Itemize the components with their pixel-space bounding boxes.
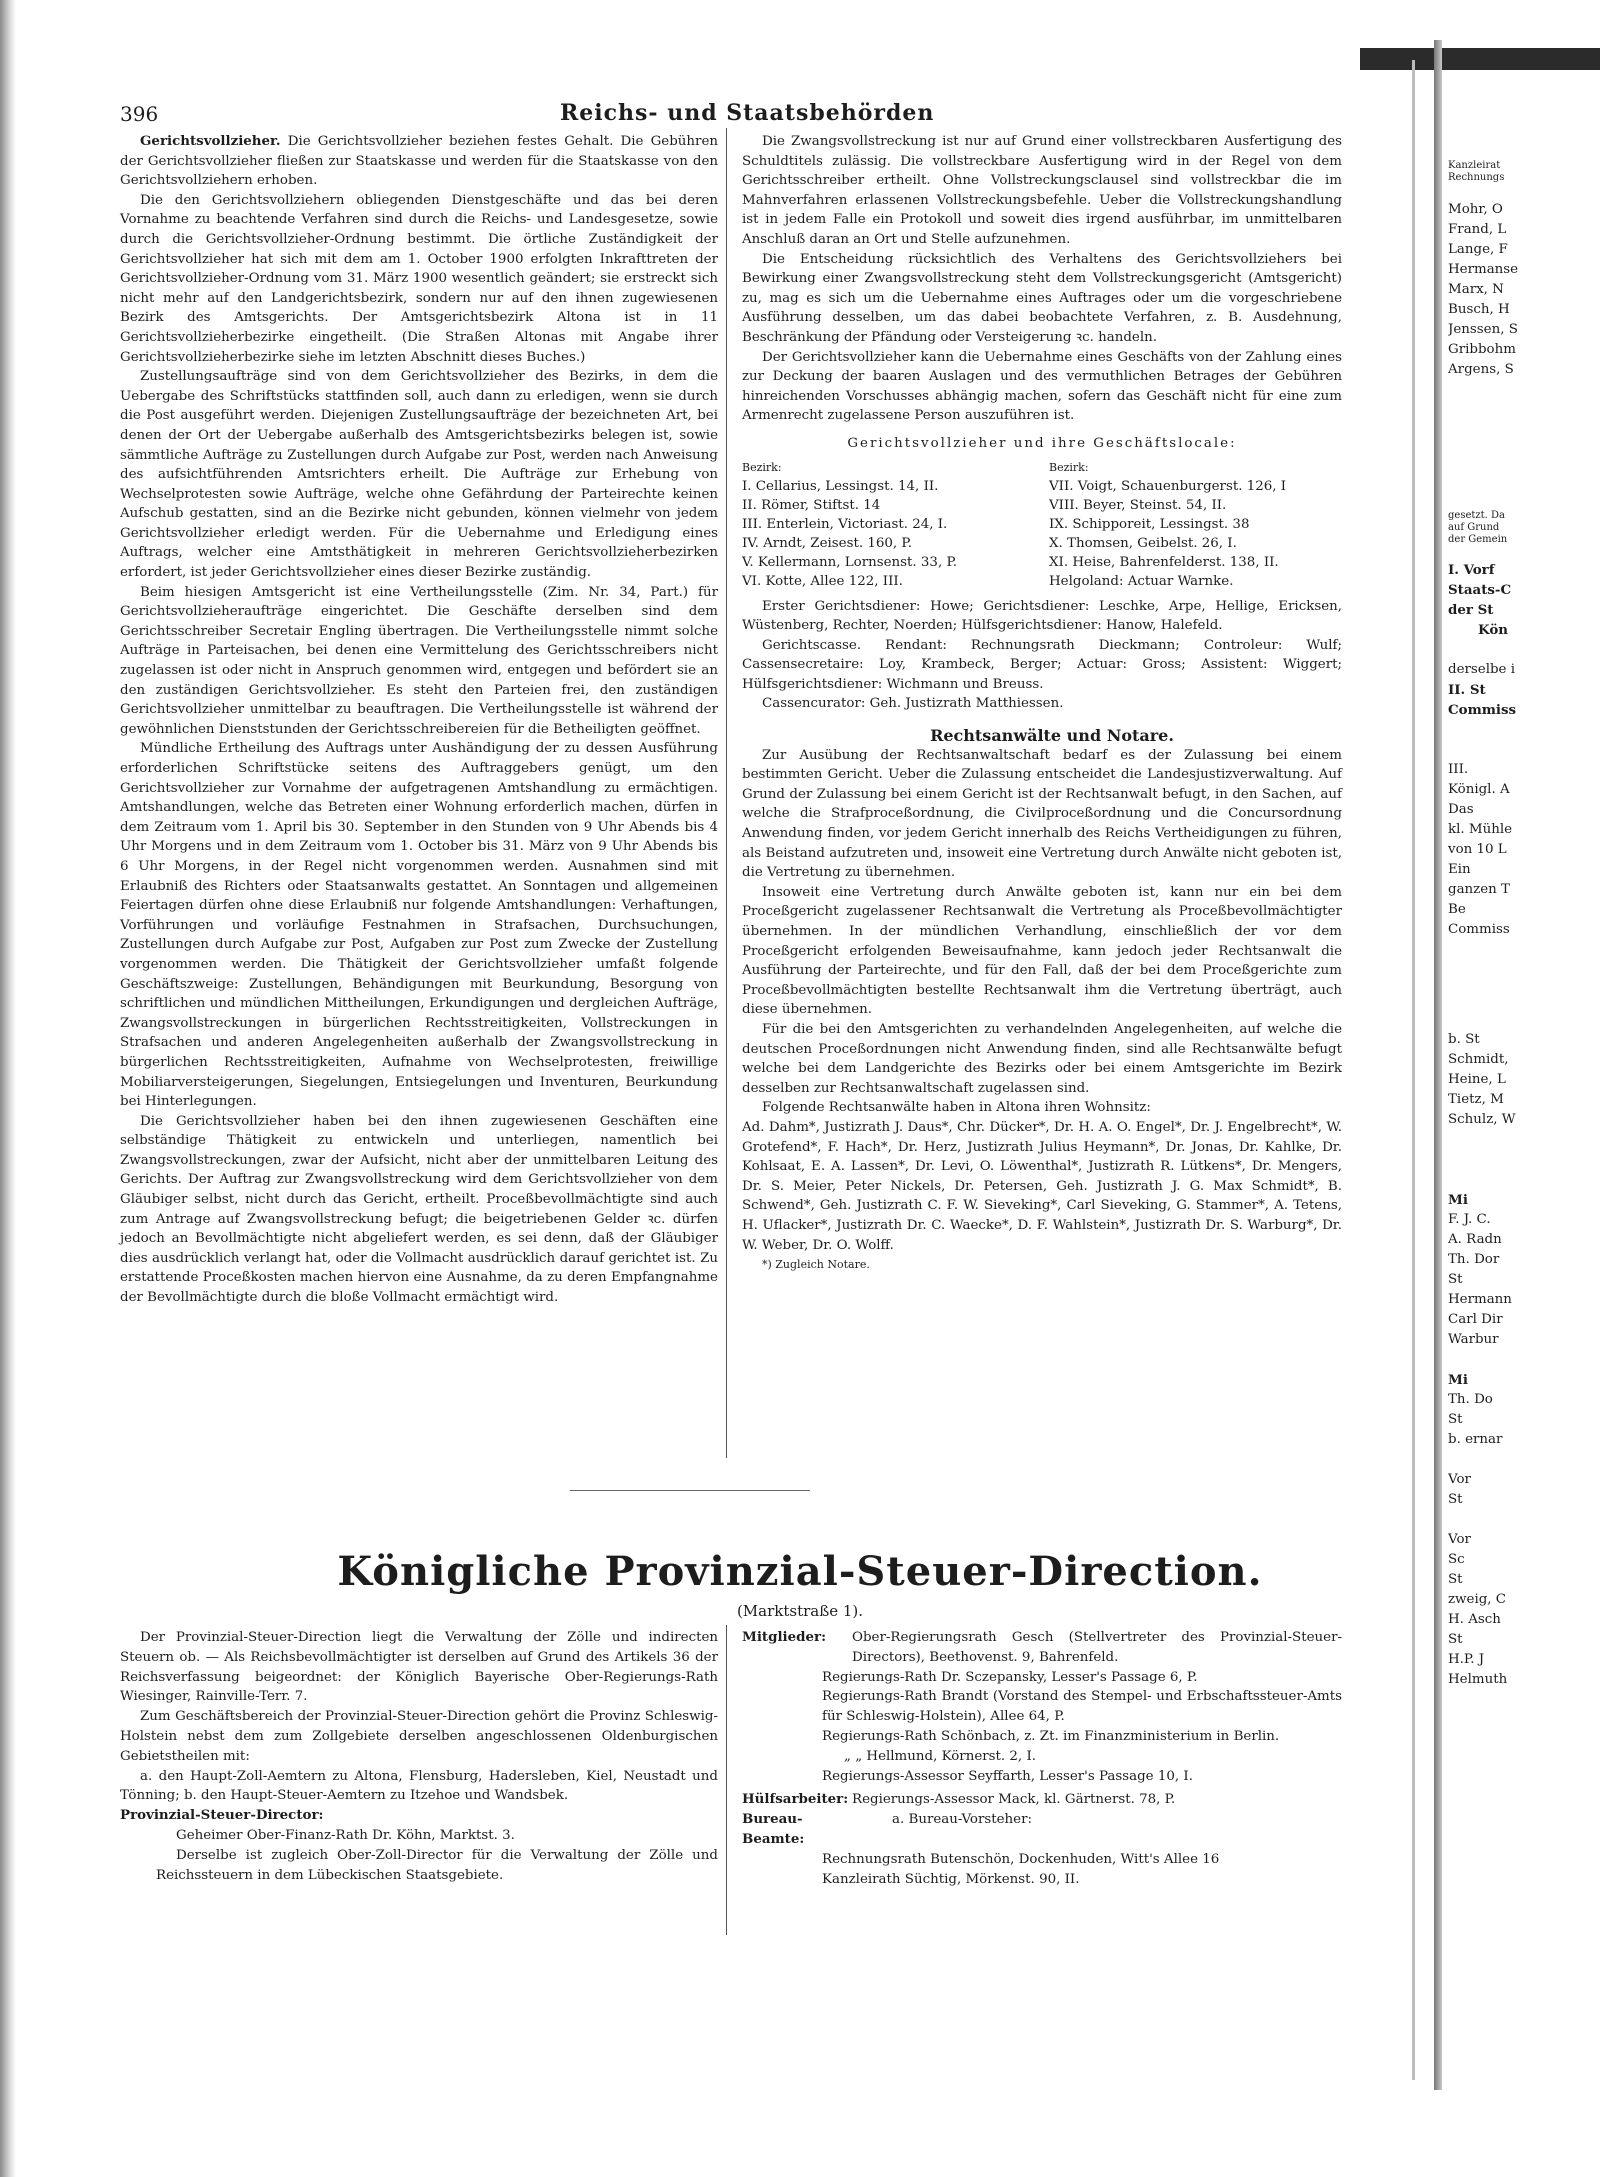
members-block [742,1628,1342,1668]
strip-line: Mohr, O [1448,202,1503,217]
strip-line: A. Radn [1448,1232,1502,1247]
strip-line: Vor [1448,1472,1471,1487]
strip-line [1448,720,1600,740]
column-divider [726,128,727,1458]
strip-line: St [1448,1272,1463,1287]
strip-line: der Gemein [1448,534,1508,545]
binding-shadow [0,0,16,2177]
strip-line: b. St [1448,1032,1480,1047]
strip-line: Frand, L [1448,222,1507,237]
member-entry: Regierungs-Assessor Seyffarth, Lesser's Passage 10, I. [822,1768,1193,1784]
director-note: Derselbe ist zugleich Ober-Zoll-Director für die Verwaltung der Zölle und Reichssteuern in dem Lübeckischen Staatsgebiete. [156,1847,718,1883]
paragraph: a. den Haupt-Zoll-Aemtern zu Altona, Flensburg, Hadersleben, Kiel, Neustadt und Tönning; b. den Haupt-Steuer-Aemtern zu Itzehoe und Wandsbek. [120,1768,718,1804]
footnote: *) Zugleich Notare. [762,1258,870,1272]
paragraph: Zur Ausübung der Rechtsanwaltschaft bedarf es der Zulassung bei einem bestimmten Gericht. Ueber die Zulassung entscheidet die Landesjustizverwaltung. Auf Grund der Zulassung bei einem Gericht ist der Rechtsanwalt befugt, in den Sachen, auf welche die Strafproceßordnung, die Civilproceßordnung und die Concursordnung Anwendung finden, vor jedem Gericht innerhalb des Reichs Vertheidigungen zu führen, als Beistand aufzutreten und, insoweit eine Vertretung durch Anwälte nicht geboten ist, die Vertretung zu übernehmen. [742,747,1342,881]
paragraph: Folgende Rechtsanwälte haben in Altona ihren Wohnsitz: [762,1100,1151,1116]
strip-line: Gribbohm [1448,342,1516,357]
strip-line: Carl Dir [1448,1312,1503,1327]
paragraph: Der Gerichtsvollzieher kann die Uebernahme eines Geschäfts von der Zahlung eines zur Deckung der baaren Auslagen und des vermuthlichen Betrages der Gebühren hinreichenden Vorschusses abhängig machen, sofern das Geschäft nicht für eine zum Armenrecht zugelassene Person auszuführen ist. [742,349,1342,424]
strip-line: Das [1448,802,1474,817]
bailiff-entry: X. Thomsen, Geibelst. 26, I. [1049,535,1237,551]
strip-line: auf Grund [1448,522,1500,533]
strip-line: H.P. J [1448,1652,1485,1667]
strip-line: gesetzt. Da [1448,510,1506,521]
bailiff-entry: VII. Voigt, Schauenburgerst. 126, I [1049,478,1287,494]
strip-line: der St [1448,602,1494,618]
paragraph: Mündliche Ertheilung des Auftrags unter Aushändigung der zu dessen Ausführung erforderlichen Schriftstücke seitens des Auftraggebers genügt, um den Gerichtsvollzieher zur Vornahme der aufgetragenen Amtshandlung zu ermächtigen. Amtshandlungen, welche das Betreten einer Wohnung erforderlich machen, dürfen in dem Zeitraum vom 1. April bis 30. September in den Stunden von 9 Uhr Abends bis 4 Uhr Morgens und in dem Zeitraum vom 1. October bis 31. März von 9 Uhr Abends bis 6 Uhr Morgens, in der Regel nicht vorgenommen werden. Ausnahmen sind mit Erlaubniß des Richters oder Staatsanwalts gestattet. An Sonntagen und allgemeinen Feiertagen dürfen ohne diese Erlaubniß nur folgende Amtshandlungen: Verhaftungen, Vorführungen und vorläufige Festnahmen in Strafsachen, Durchsuchungen, Zustellungen durch Aufgabe zur Post, Aufgaben zur Post zum Zwecke der Zustellung vorgenommen werden. Die Thätigkeit der Gerichtsvollzieher umfaßt folgende Geschäftszweige: Zustellungen, Behändigungen mit Beurkundung, Besorgung von schriftlichen und mündlichen Mittheilungen, Erkundigungen und dergleichen Aufträge, Zwangsvollstreckungen in bürgerlichen Rechtsstreitigkeiten, Vollstreckungen in Strafsachen und anderen Angelegenheiten außerhalb der Zwangsvollstreckung in bürgerlichen Rechtsstreitigkeiten, Aufnahme von Wechselprotesten, freiwillige Mobiliarversteigerungen, Siegelungen, Entsiegelungen und Inventuren, Beurkundung bei Hinterlegungen. [120,741,718,1110]
section-left-column [120,1628,718,1885]
strip-line: Th. Do [1448,1392,1493,1407]
section-subtitle: (Marktstraße 1). [736,1602,864,1620]
strip-line: II. St [1448,682,1486,698]
strip-line: Helmuth [1448,1672,1508,1687]
bailiff-entry: V. Kellermann, Lornsenst. 33, P. [742,554,958,570]
paragraph: Die Gerichtsvollzieher haben bei den ihnen zugewiesenen Geschäften eine selbständige Thätigkeit zu entwickeln und unterliegen, namentlich bei Zwangsvollstreckungen, zwar der Aufsicht, nicht aber der unmittelbaren Leitung des Gerichts. Der Auftrag zur Zwangsvollstreckung wird dem Gerichtsvollzieher von dem Gläubiger selbst, nicht durch das Gericht, ertheilt. Proceßbevollmächtigte sind auch zum Antrage auf Zwangsvollstreckung befugt; die beigetriebenen Gelder ꝛc. dürfen jedoch an Bevollmächtigte nicht abgeliefert werden, es sei denn, daß der Gläubiger dies ausdrücklich verlangt hat, oder die Vollmacht ausdrücklich darauf gerichtet ist. Zu erstattende Proceßkosten machen hiervon eine Ausnahme, da zu deren Empfangnahme der Bevollmächtigte durch die bloße Vollmacht ermächtigt wird. [120,1113,718,1306]
strip-line [1448,1450,1600,1470]
strip-line: Schulz, W [1448,1112,1516,1127]
strip-line: St [1448,1412,1463,1427]
strip-line: Rechnungs [1448,172,1505,183]
strip-line: Sc [1448,1552,1465,1567]
bezirk-label: Bezirk: [742,460,782,474]
strip-line: von 10 L [1448,842,1507,857]
helpers-label: Hülfsarbeiter: [742,1791,849,1808]
bailiff-entry: IX. Schipporeit, Lessingst. 38 [1049,516,1250,532]
strip-line: Commiss [1448,922,1510,937]
strip-line [1448,740,1600,760]
page-edge [1434,40,1442,2090]
paragraph [120,132,718,191]
paragraph: Beim hiesigen Amtsgericht ist eine Vertheilungsstelle (Zim. Nr. 34, Part.) für Gerichtsvollzieheraufträge eingerichtet. Die Geschäfte derselben sind dem Gerichtsschreiber Secretair Engling übertragen. Die Vertheilungsstelle nimmt solche Aufträge in Parteisachen, bei denen eine Vermittelung des Gerichtsschreibers nicht zugelassen ist oder nicht in Anspruch genommen wird, entgegen und befördert sie an den zuständigen Gerichtsvollzieher. Es steht den Parteien frei, den zuständigen Gerichtsvollzieher unmittelbar zu beauftragen. Die Vertheilungsstelle ist während der gewöhnlichen Dienststunden der Gerichtsschreibereien für die Betheiligten geöffnet. [120,584,718,737]
member-entry: „ „ Hellmund, Körnerst. 2, I. [844,1748,1036,1764]
strip-line: Marx, N [1448,282,1504,297]
strip-line: Jenssen, S [1448,322,1518,337]
member-entry: Regierungs-Rath Dr. Sczepansky, Lesser's Passage 6, P. [822,1669,1198,1685]
strip-line: St [1448,1572,1463,1587]
paragraph: Zustellungsaufträge sind von dem Gerichtsvollzieher des Bezirks, in dem die Uebergabe des Schriftstücks stattfinden soll, auch dann zu erledigen, wenn sie durch die Post ausgeführt werden. Diejenigen Zustellungsaufträge der bezeichneten Art, bei denen der Ort der Uebergabe außerhalb des Amtsgerichtsbezirks belegen ist, sowie sämmtliche Aufträge zu Zustellungen durch Aufgabe zur Post, werden nach Anweisung des aufsichtführenden Amtsrichters erheilt. Die Aufträge zur Erhebung von Wechselprotesten sowie Aufträge, welche ohne Gefährdung der Parteirechte keinen Aufschub gestatten, sind an die Bezirke nicht gebunden, können vielmehr von jedem Gerichtsvollzieher erledigt werden. Für die Uebernahme und Erledigung eines Auftrags, welcher eine Amtsthätigkeit in mehreren Gerichtsvollzieherbezirken erfordert, ist jeder Gerichtsvollzieher eines dieser Bezirke zuständig. [120,369,718,581]
strip-line: Commiss [1448,702,1517,718]
bailiff-entry: III. Enterlein, Victoriast. 24, I. [742,516,948,532]
lawyers-list: Ad. Dahm*, Justizrath J. Daus*, Chr. Dücker*, Dr. H. A. O. Engel*, Dr. J. Engelbrecht*, W. Grotefend*, F. Hach*, Dr. Herz, Justizrath Julius Heymann*, Dr. Jonas, Dr. Kahlke, Dr. Kohlsaat, E. A. Lassen*, Dr. Levi, O. Löwenthal*, Justizrath R. Lütkens*, Dr. Mengers, Dr. S. Meier, Peter Nickels, Dr. Petersen, Geh. Justizrath J. G. Max Schmidt*, B. Schwend*, Geh. Justizrath C. F. W. Sieveking*, Carl Sieveking, G. Stammer*, A. Tetens, H. Uflacker*, Justizrath Dr. C. Waecke*, D. F. Wahlstein*, Justizrath Dr. S. Warburg*, Dr. W. Weber, Dr. O. Wolff. [742,1119,1342,1253]
strip-line: derselbe i [1448,662,1516,677]
lawyers-heading: Rechtsanwälte und Notare. [930,726,1174,746]
bailiff-entry: I. Cellarius, Lessingst. 14, II. [742,478,939,494]
strip-line: Th. Dor [1448,1252,1500,1267]
bailiffs-heading: Gerichtsvollzieher und ihre Geschäftslocale: [847,435,1237,451]
strip-line [1448,1350,1600,1370]
strip-line [1448,640,1600,660]
court-servants: Erster Gerichtsdiener: Howe; Gerichtsdiener: Leschke, Arpe, Hellige, Ericksen, Wüstenberg, Rechter, Noerden; Hülfsgerichtsdiener: Hanow, Halefeld. [742,598,1342,634]
strip-line: Tietz, M [1448,1092,1504,1107]
strip-line: Schmidt, [1448,1052,1509,1067]
strip-line: b. ernar [1448,1432,1503,1447]
column-divider [726,1625,727,1935]
strip-line: Warbur [1448,1332,1499,1347]
page-number: 396 [120,102,159,126]
section-title: Königliche Provinzial-Steuer-Direction. [337,1548,1263,1595]
strip-line: ganzen T [1448,882,1510,897]
paragraph: Die Entscheidung rücksichtlich des Verhaltens des Gerichtsvollziehers bei Bewirkung einer Zwangsvollstreckung steht dem Vollstreckungsgericht (Amtsgericht) zu, mag es sich um die Uebernahme eines Auftrages oder um die vorgeschriebene Ausführung desselben, um das dabei beobachtete Verfahren, z. B. Ausdehnung, Beschränkung der Pfändung oder Versteigerung ꝛc. handeln. [742,251,1342,345]
bailiffs-table [742,458,1342,591]
bailiff-entry: VI. Kotte, Allee 122, III. [742,573,903,589]
office-label: Bureau-Beamte: [742,1811,805,1847]
strip-line: Mi [1448,1372,1468,1388]
paragraph: Insoweit eine Vertretung durch Anwälte geboten ist, kann nur ein bei dem Proceßgericht zugelassener Rechtsanwalt die Vertretung als Proceßbevollmächtigter übernehmen. In der mündlichen Verhandlung, einschließlich der vor dem Proceßgericht erfolgenden Beweisaufnahme, kann jedoch jeder Rechtsanwalt die Ausführung der Parteirechte, und für den Fall, daß der bei dem Proceßgerichte zum Proceßbevollmächtigten bestellte Rechtsanwalt ihm die Vertretung überträgt, auch diese übernehmen. [742,884,1342,1018]
bezirk-label: Bezirk: [1049,460,1089,474]
page-fold-line [1412,60,1415,2080]
strip-line [1448,1510,1600,1530]
helpers-block [742,1790,1342,1810]
strip-line: III. [1448,762,1469,777]
strip-line: Argens, S [1448,362,1514,377]
members-label: Mitglieder: [742,1629,827,1645]
paragraph: Die Zwangsvollstreckung ist nur auf Grund einer vollstreckbaren Ausfertigung des Schuldtitels zulässig. Die vollstreckbare Ausfertigung wird in der Regel von dem Gerichtsschreiber ertheilt. Ohne Vollstreckungsclausel sind vollstreckbar die im Mahnverfahren erlassenen Vollstreckungsbefehle. Ueber die Vollstreckungshandlung ist in jedem Falle ein Protokoll und soweit dies irgend ausführbar, im unmittelbaren Anschluß daran an Ort und Stelle aufzunehmen. [742,134,1342,247]
strip-line: H. Asch [1448,1612,1501,1627]
paragraph-text: Die Gerichtsvollzieher beziehen festes Gehalt. Die Gebühren der Gerichtsvollzieher fließen zur Staatskasse und werden für die Staatskasse von den Gerichtsvollziehern erhoben. [120,134,718,189]
strip-line: F. J. C. [1448,1212,1491,1227]
paragraph-lead: Gerichtsvollzieher. [140,133,281,149]
director-label: Provinzial-Steuer-Director: [120,1807,324,1824]
strip-line: Ein [1448,862,1471,877]
bailiff-entry: XI. Heise, Bahrenfelderst. 138, II. [1049,554,1279,570]
paragraph: Die den Gerichtsvollziehern obliegenden Dienstgeschäfte und das bei deren Vornahme zu beachtende Verfahren sind durch die Reichs- und Landesgesetze, sowie durch die Gerichtsvollzieher-Ordnung bestimmt. Die örtliche Zuständigkeit der Gerichtsvollzieher hat sich mit dem am 1. October 1900 erfolgten Inkrafttreten der Gerichtsvollzieher-Ordnung vom 31. März 1900 wesentlich geändert; sie erstreckt sich nicht mehr auf den Landgerichtsbezirk, sondern nur auf den ihnen zugewiesenen Bezirk des Amtsgerichts. Der Amtsgerichtsbezirk Altona ist in 11 Gerichtsvollzieherbezirke eingetheilt. (Die Straßen Altonas mit Angabe ihrer Gerichtsvollzieherbezirke siehe im letzten Abschnitt dieses Buches.) [120,192,718,365]
left-column [120,132,718,1308]
paragraph: Der Provinzial-Steuer-Direction liegt die Verwaltung der Zölle und indirecten Steuern ob. — Als Reichsbevollmächtigter ist derselben auf Grund des Artikels 36 der Reichsverfassung beigeordnet: der Königlich Bayerische Ober-Regierungs-Rath Wiesinger, Rainville-Terr. 7. [120,1630,718,1705]
office-entry: Rechnungsrath Butenschön, Dockenhuden, Witt's Allee 16 [822,1851,1220,1867]
bailiff-entry: VIII. Beyer, Steinst. 54, II. [1049,497,1227,513]
next-page-strip [1448,160,1600,1690]
strip-line: Hermann [1448,1292,1512,1307]
section-divider [570,1490,810,1491]
bailiff-entry: II. Römer, Stiftst. 14 [742,497,881,513]
strip-line: St [1448,1492,1463,1507]
strip-line: Vor [1448,1532,1471,1547]
paragraph: Für die bei den Amtsgerichten zu verhandelnden Angelegenheiten, auf welche die deutschen Proceßordnungen nicht Anwendung finden, sind alle Rechtsanwälte befugt welche bei dem Landgerichte des Bezirks oder bei einem Amtsgerichte im Bezirk desselben zur Rechtsanwaltschaft zugelassen sind. [742,1021,1342,1096]
strip-line: Hermanse [1448,262,1519,277]
helper-entry: Regierungs-Assessor Mack, kl. Gärtnerst. 78, P. [852,1792,1176,1808]
strip-line: kl. Mühle [1448,822,1513,837]
director-name: Geheimer Ober-Finanz-Rath Dr. Köhn, Marktst. 3. [176,1827,515,1843]
section-right-column [742,1628,1342,1889]
scan-corner-mark [1360,48,1600,70]
strip-line: Mi [1448,1192,1468,1208]
strip-line: Königl. A [1448,782,1510,797]
strip-line: Staats-C [1448,582,1512,598]
strip-line: Kanzleirat [1448,160,1501,171]
bailiff-entry: Helgoland: Actuar Warnke. [1049,573,1234,589]
office-block [742,1810,1342,1850]
strip-line: Be [1448,902,1466,917]
strip-line: St [1448,1632,1463,1647]
running-title: Reichs- und Staatsbehörden [560,100,935,126]
strip-line: Heine, L [1448,1072,1506,1087]
strip-line: Kön [1478,622,1509,638]
paragraph: Zum Geschäftsbereich der Provinzial-Steuer-Direction gehört die Provinz Schleswig-Holstein nebst dem zum Zollgebiete derselben angeschlossenen Oldenburgischen Gebietstheilen mit: [120,1709,718,1764]
strip-line: Lange, F [1448,242,1508,257]
strip-line: Busch, H [1448,302,1510,317]
strip-line: zweig, C [1448,1592,1507,1607]
right-column [742,132,1342,1275]
strip-line: I. Vorf [1448,562,1495,578]
office-subheading: a. Bureau-Vorsteher: [892,1812,1032,1828]
member-entry: Regierungs-Rath Schönbach, z. Zt. im Finanzministerium in Berlin. [822,1728,1280,1744]
member-entry: Ober-Regierungsrath Gesch (Stellvertreter des Provinzial-Steuer-Directors), Beethovenst. 9, Bahrenfeld. [852,1630,1342,1665]
bailiff-entry: IV. Arndt, Zeisest. 160, P. [742,535,912,551]
cash-curator: Cassencurator: Geh. Justizrath Matthiessen. [762,696,1064,712]
office-entry: Kanzleirath Süchtig, Mörkenst. 90, II. [822,1871,1080,1887]
court-cashier: Gerichtscasse. Rendant: Rechnungsrath Dieckmann; Controleur: Wulf; Cassensecretaire: Loy, Krambeck, Berger; Actuar: Gross; Assistent: Wiggert; Hülfsgerichtsdiener: Wichmann und Breuss. [742,637,1342,692]
member-entry: Regierungs-Rath Brandt (Vorstand des Stempel- und Erbschaftssteuer-Amts für Schleswig-Holstein), Allee 64, P. [822,1689,1342,1725]
